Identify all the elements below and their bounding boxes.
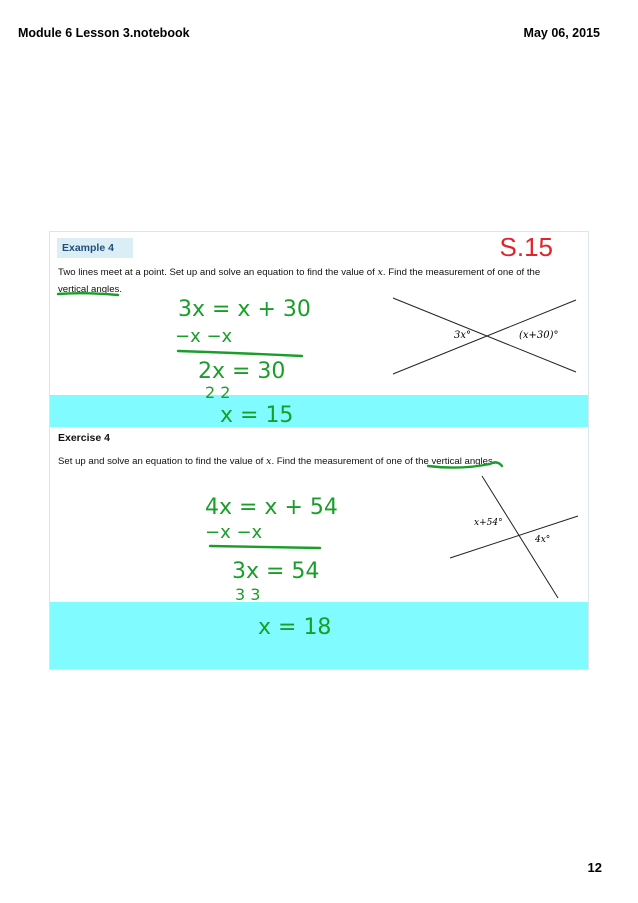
example-title: Example 4	[57, 238, 133, 258]
angle-label-x-plus-30: (x+30)°	[519, 330, 559, 341]
example-problem-text: Two lines meet at a point. Set up and solve an equation to find the value of x. Find the measurement of one of the vertical angles.	[58, 267, 541, 295]
angle-label-3x: 3x°	[454, 330, 472, 341]
exercise-title: Exercise 4	[58, 432, 110, 444]
handwriting-ink	[50, 232, 588, 669]
angle-label-4x: 4x°	[535, 535, 551, 545]
hw-line-5: x = 15	[220, 403, 294, 428]
hw-line-4: 2 2	[205, 383, 231, 402]
notebook-slide	[49, 231, 589, 670]
document-date: May 06, 2015	[523, 26, 600, 40]
hw-ex-line-4: 3 3	[235, 585, 261, 604]
hw-ex-line-1: 4x = x + 54	[205, 495, 338, 520]
hw-ex-line-5: x = 18	[258, 615, 332, 640]
hw-ex-line-3: 3x = 54	[232, 559, 320, 584]
hw-line-2: −x −x	[175, 326, 233, 347]
document-title: Module 6 Lesson 3.notebook	[18, 26, 190, 40]
exercise-problem-text: Set up and solve an equation to find the value of x. Find the measurement of one of the vertical angles.	[58, 456, 496, 467]
page-number: 12	[587, 860, 602, 875]
slide-label: S.15	[499, 232, 553, 262]
angle-label-x-plus-54: x+54°	[474, 518, 503, 528]
hw-line-3: 2x = 30	[198, 359, 286, 384]
hw-line-1: 3x = x + 30	[178, 297, 311, 322]
hw-ex-line-2: −x −x	[205, 522, 263, 543]
